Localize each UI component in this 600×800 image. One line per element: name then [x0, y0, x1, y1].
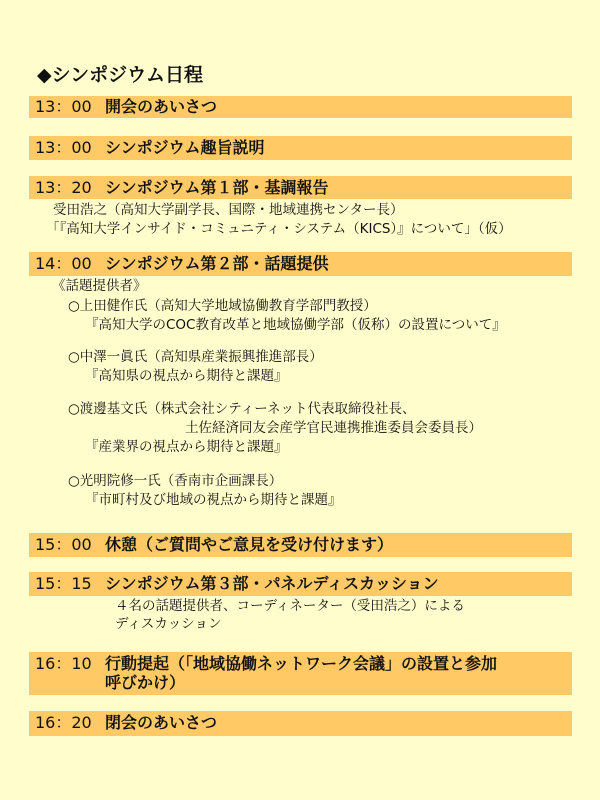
- schedule-label: 休憩（ご質問やご意見を受け付けます）: [105, 535, 394, 554]
- schedule-label: シンポジウム第２部・話題提供: [105, 254, 329, 273]
- schedule-time: 13：00: [35, 97, 92, 116]
- page-title: ◆シンポジウム日程: [37, 64, 203, 86]
- schedule-time: 13：00: [35, 138, 92, 157]
- presenter-name: ○光明院修一氏（香南市企画課長）: [68, 473, 283, 489]
- presenter-name: ○渡邊基文氏（株式会社シティーネット代表取締役社長、: [68, 401, 416, 417]
- schedule-item-panel: [29, 572, 572, 596]
- presenter-affiliation: 土佐経済同友会産学官民連携推進委員会委員長）: [185, 420, 482, 436]
- schedule-item-action-call: [29, 652, 572, 695]
- presenter-topic: 『市町村及び地域の視点から期待と課題』: [85, 492, 342, 508]
- presenter-name: ○中澤一眞氏（高知県産業振興推進部長）: [68, 349, 323, 365]
- presenter-topic: 『高知県の視点から期待と課題』: [85, 368, 288, 384]
- schedule-label: 閉会のあいさつ: [105, 713, 218, 732]
- schedule-item-keynote: [29, 176, 572, 199]
- schedule-time: 15：00: [35, 535, 92, 554]
- schedule-time: 15：15: [35, 574, 92, 593]
- panel-description-cont: ディスカッション: [115, 616, 222, 632]
- presenters-heading: 《話題提供者》: [52, 278, 147, 294]
- schedule-label: シンポジウム趣旨説明: [105, 138, 265, 157]
- schedule-label-cont: 呼びかけ）: [105, 673, 186, 692]
- schedule-time: 14：00: [35, 254, 92, 273]
- schedule-label: シンポジウム第１部・基調報告: [105, 178, 329, 197]
- schedule-item-break: [29, 533, 572, 557]
- presenter-name: ○上田健作氏（高知大学地域協働教育学部門教授）: [68, 298, 377, 314]
- schedule-item-purpose: [29, 136, 572, 160]
- schedule-label: 行動提起（「地域協働ネットワーク会議」の設置と参加: [105, 654, 498, 673]
- schedule-item-opening: [29, 96, 572, 118]
- presenter-topic: 『産業界の視点から期待と課題』: [85, 439, 288, 455]
- schedule-time: 16：20: [35, 713, 92, 732]
- schedule-time: 16：10: [35, 654, 92, 673]
- schedule-item-part2: [29, 252, 572, 276]
- presenter-topic: 『高知大学のCOC教育改革と地域協働学部（仮称）の設置について』: [85, 317, 506, 333]
- schedule-time: 13：20: [35, 178, 92, 197]
- schedule-label: シンポジウム第３部・パネルディスカッション: [105, 574, 439, 593]
- keynote-speaker: 受田浩之（高知大学副学長、国際・地域連携センター長）: [53, 202, 404, 218]
- panel-description: ４名の話題提供者、コーディネーター（受田浩之）による: [115, 598, 465, 614]
- keynote-title: 「『高知大学インサイド・コミュニティ・システム（KICS）』について」（仮）: [46, 221, 512, 237]
- schedule-item-closing: [29, 711, 572, 736]
- schedule-label: 開会のあいさつ: [105, 97, 218, 116]
